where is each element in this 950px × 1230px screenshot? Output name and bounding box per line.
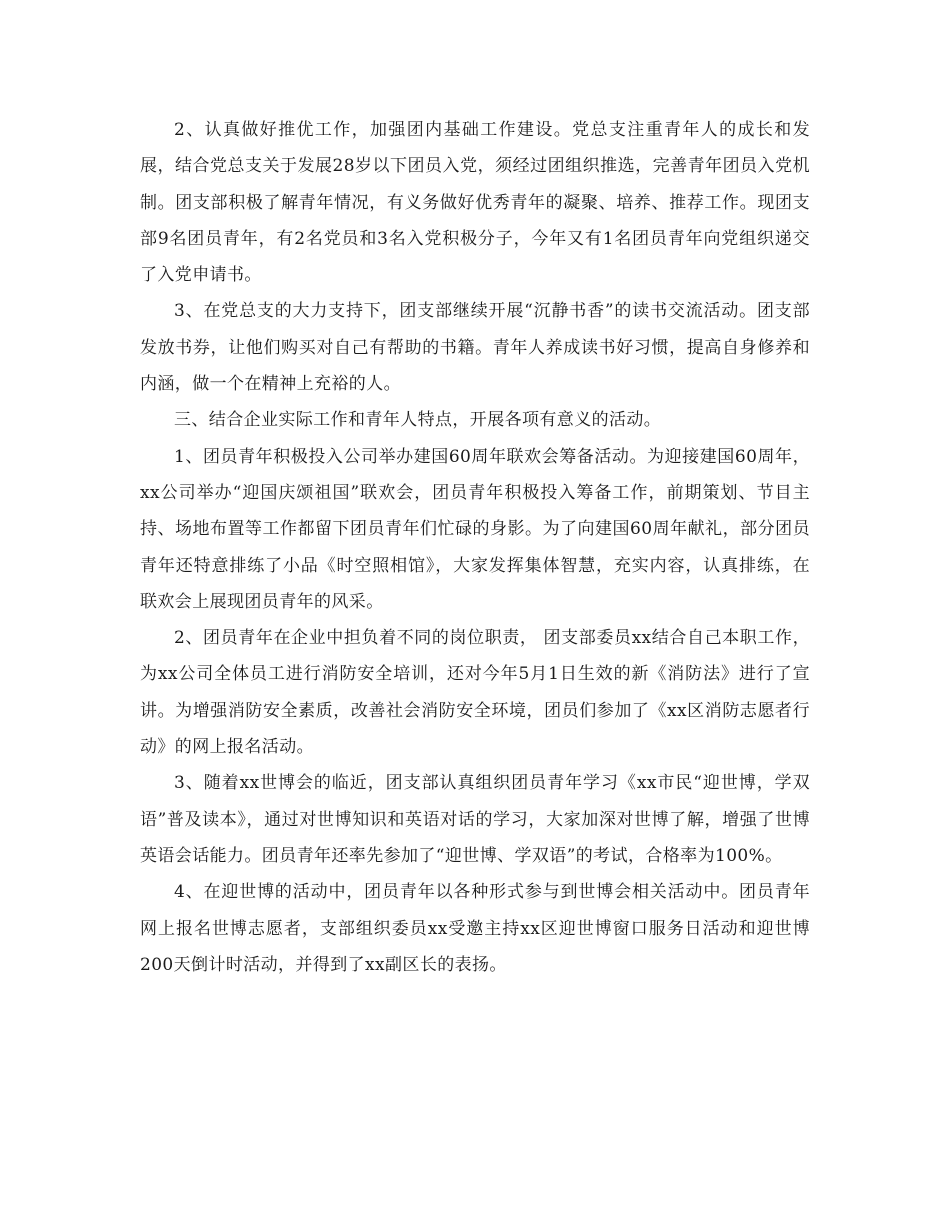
paragraph-expo-volunteer: 4、在迎世博的活动中，团员青年以各种形式参与到世博会相关活动中。团员青年网上报名世博志愿者，支部组织委员xx受邀主持xx区迎世博窗口服务日活动和迎世博200天倒计时活动，并得到了xx副区长的表扬。 — [140, 882, 810, 975]
paragraph-reading-activity: 3、在党总支的大力支持下，团支部继续开展“沉静书香”的读书交流活动。团支部发放书券，让他们购买对自己有帮助的书籍。青年人养成读书好习惯，提高自身修养和内涵，做一个在精神上充裕的人。 — [140, 301, 810, 395]
document-page — [140, 112, 810, 983]
paragraph-anniversary-gala: 1、团员青年积极投入公司举办建国60周年联欢会筹备活动。为迎接建国60周年，xx公司举办“迎国庆颂祖国”联欢会，团员青年积极投入筹备工作，前期策划、节目主持、场地布置等工作都留下团员青年们忙碌的身影。为了向建国60周年献礼，部分团员青年还特意排练了小品《时空照相馆》，大家发挥集体智慧，充实内容，认真排练，在联欢会上展现团员青年的风采。 — [140, 446, 810, 612]
paragraph-expo-bilingual: 3、随着xx世博会的临近，团支部认真组织团员青年学习《xx市民“迎世博，学双语”普及读本》，通过对世博知识和英语对话的学习，大家加深对世博了解，增强了世博英语会话能力。团员青年还率先参加了“迎世博、学双语”的考试，合格率为100%。 — [140, 773, 810, 866]
section-heading-activities: 三、结合企业实际工作和青年人特点，开展各项有意义的活动。 — [174, 410, 662, 431]
paragraph-recommend-excellent: 2、认真做好推优工作，加强团内基础工作建设。党总支注重青年人的成长和发展，结合党总支关于发展28岁以下团员入党，须经过团组织推选，完善青年团员入党机制。团支部积极了解青年情况，有义务做好优秀青年的凝聚、培养、推荐工作。现团支部9名团员青年，有2名党员和3名入党积极分子，今年又有1名团员青年向党组织递交了入党申请书。 — [140, 120, 810, 286]
paragraph-fire-safety: 2、团员青年在企业中担负着不同的岗位职责， 团支部委员xx结合自己本职工作，为xx公司全体员工进行消防安全培训，还对今年5月1日生效的新《消防法》进行了宣讲。为增强消防安全素质，改善社会消防安全环境，团员们参加了《xx区消防志愿者行动》的网上报名活动。 — [140, 628, 810, 758]
